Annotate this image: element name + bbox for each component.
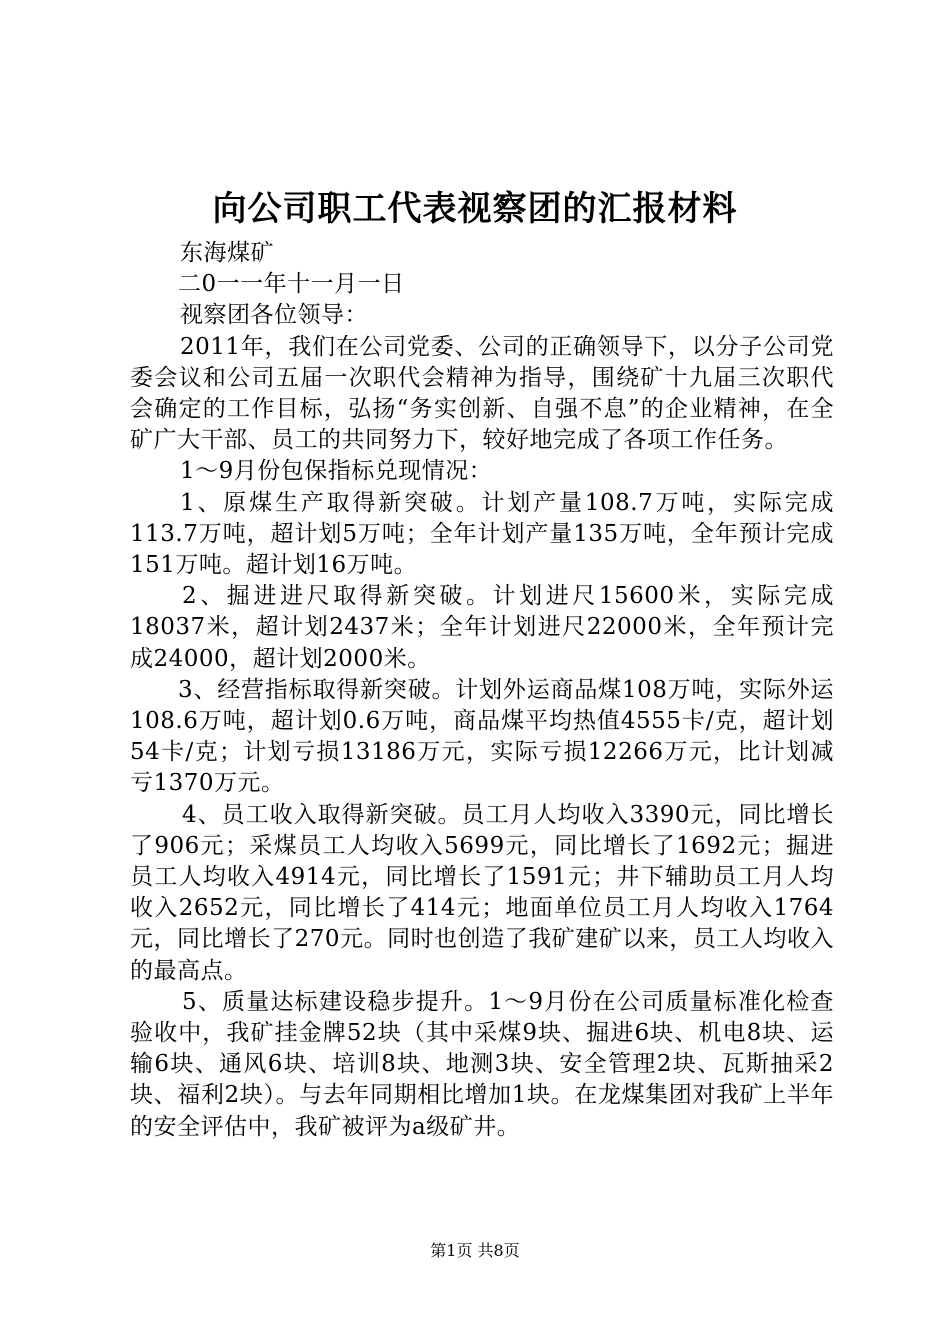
item-income: 4、员工收入取得新突破。员工月人均收入3390元，同比增长了906元；采煤员工人均收入5699元，同比增长了1692元；掘进员工人均收入4914元，同比增长了1591元；井下辅助员工月人均收入2652元，同比增长了414元；地面单位员工月人均收入1764元，同比增长了270元。同时也创造了我矿建矿以来，员工人均收入的最高点。 [130,801,834,984]
intro-paragraph: 2011年，我们在公司党委、公司的正确领导下，以分子公司党委会议和公司五届一次职代会精神为指导，围绕矿十九届三次职代会确定的工作目标，弘扬“务实创新、自强不息”的企业精神，在全矿广大干部、员工的共同努力下，较好地完成了各项工作任务。 [130,333,834,454]
section-heading: 1～9月份包保指标兑现情况： [180,458,493,485]
document-body [130,238,834,1143]
item-operations: 3、经营指标取得新突破。计划外运商品煤108万吨，实际外运108.6万吨，超计划0.6万吨，商品煤平均热值4555卡/克，超计划54卡/克；计划亏损13186万元，实际亏损12266万元，比计划减亏1370万元。 [130,676,834,797]
document-title: 向公司职工代表视察团的汇报材料 [212,189,738,229]
salutation: 视察团各位领导： [180,302,368,329]
page-footer: 第1页 共8页 [430,1241,520,1260]
item-quality: 5、质量达标建设稳步提升。1～9月份在公司质量标准化检查验收中，我矿挂金牌52块（其中采煤9块、掘进6块、机电8块、运输6块、通风6块、培训8块、地测3块、安全管理2块、瓦斯抽采2块、福利2块）。与去年同期相比增加1块。在龙煤集团对我矿上半年的安全评估中，我矿被评为a级矿井。 [130,988,834,1140]
document-date: 二0一一年十一月一日 [178,271,405,298]
organization-name: 东海煤矿 [180,240,274,266]
item-tunneling: 2、掘进进尺取得新突破。计划进尺15600米，实际完成18037米，超计划2437米；全年计划进尺22000米，全年预计完成24000，超计划2000米。 [130,583,834,672]
item-coal-production: 1、原煤生产取得新突破。计划产量108.7万吨，实际完成113.7万吨，超计划5万吨；全年计划产量135万吨，全年预计完成151万吨。超计划16万吨。 [130,489,834,579]
